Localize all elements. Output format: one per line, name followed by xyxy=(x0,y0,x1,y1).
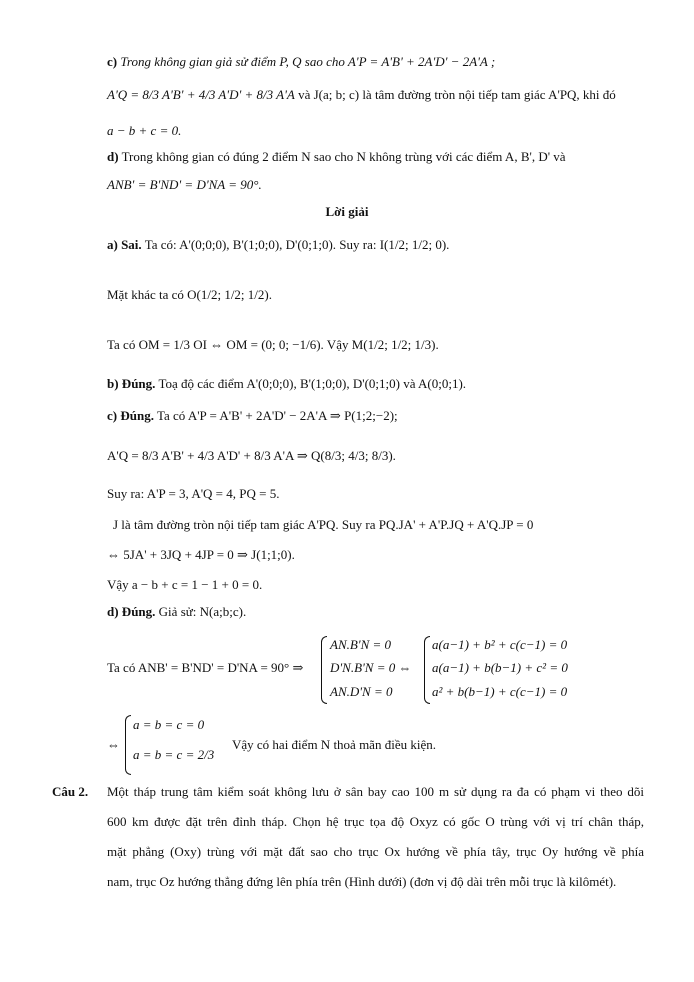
part-d-text: Trong không gian có đúng 2 điểm N sao cho N không trùng với các điểm A, B', D' và xyxy=(121,149,566,164)
sol-d-line1 xyxy=(107,605,246,620)
sol-b-label: b) Đúng. xyxy=(107,376,156,391)
question-2-body xyxy=(107,777,644,897)
system3-row: a = b = c = 2/3 xyxy=(133,747,215,762)
system1-row: D'N.B'N = 0 ⇔ xyxy=(330,660,412,675)
sol-c-line1 xyxy=(107,409,398,424)
part-c-text1: Trong không gian giả sử điểm P, Q sao cho A'P = A'B' + 2A'D' − 2A'A ; xyxy=(120,54,496,69)
sol-c-line5: ⇔ 5JA' + 3JQ + 4JP = 0 ⇒ J(1;1;0). xyxy=(107,547,295,562)
system2-brace xyxy=(424,636,430,704)
sol-d-conclusion: Vậy có hai điểm N thoả mãn điều kiện. xyxy=(232,737,436,752)
question-2-line: mặt phẳng (Oxy) trùng với mặt đất sao cho trục Ox hướng về phía tây, trục Oy hướng về phía xyxy=(107,844,644,859)
part-c-label: c) xyxy=(107,54,118,69)
sol-d-lead: Ta có ANB' = B'ND' = D'NA = 90° ⇒ xyxy=(107,660,304,675)
part-d-statement-line1 xyxy=(107,150,566,165)
sol-c-text1: Ta có A'P = A'B' + 2A'D' − 2A'A ⇒ P(1;2;−2); xyxy=(156,408,398,423)
system3-brace xyxy=(125,715,131,775)
part-c-statement-line2 xyxy=(107,88,616,103)
sol-c-label: c) Đúng. xyxy=(107,408,154,423)
sol-d-label: d) Đúng. xyxy=(107,604,156,619)
sol-a-text1: Ta có: A'(0;0;0), B'(1;0;0), D'(0;1;0). Suy ra: I(1/2; 1/2; 0). xyxy=(144,237,450,252)
sol-a-line2: Mặt khác ta có O(1/2; 1/2; 1/2). xyxy=(107,287,272,302)
sol-c-line6: Vậy a − b + c = 1 − 1 + 0 = 0. xyxy=(107,577,263,592)
system1-brace xyxy=(321,636,327,704)
system1-row: AN.B'N = 0 xyxy=(330,637,392,652)
sol-a-label: a) Sai. xyxy=(107,237,142,252)
sol-c-line4: J là tâm đường tròn nội tiếp tam giác A'PQ. Suy ra PQ.JA' + A'P.JQ + A'Q.JP = 0 xyxy=(113,517,534,532)
sol-b-text: Toạ độ các điểm A'(0;0;0), B'(1;0;0), D'(0;1;0) và A(0;0;1). xyxy=(158,376,467,391)
question-2-line: nam, trục Oz hướng thẳng đứng lên phía trên (Hình dưới) (đơn vị độ dài trên mỗi trục là kilômét). xyxy=(107,874,617,889)
system3-row: a = b = c = 0 xyxy=(133,717,205,732)
sol-a-line1 xyxy=(107,238,449,253)
part-d-label: d) xyxy=(107,149,119,164)
question-2-label: Câu 2. xyxy=(52,784,89,799)
part-c-statement-line1 xyxy=(107,55,644,70)
equiv-symbol: ⇔ xyxy=(107,737,120,752)
question-2-line: Một tháp trung tâm kiểm soát không lưu ở sân bay cao 100 m sử dụng ra đa có phạm vi theo dõi xyxy=(107,784,644,799)
system2-row: a(a−1) + b(b−1) + c² = 0 xyxy=(432,660,568,675)
part-c-eq-aq: A'Q = 8/3 A'B' + 4/3 A'D' + 8/3 A'A xyxy=(107,87,295,102)
sol-b-line xyxy=(107,377,466,392)
system1-row: AN.D'N = 0 xyxy=(330,684,393,699)
question-2-line: 600 km được đặt trên đỉnh tháp. Chọn hệ trục tọa độ Oxyz có gốc O trùng với vị trí chân tháp, xyxy=(107,814,644,829)
sol-c-line3: Suy ra: A'P = 3, A'Q = 4, PQ = 5. xyxy=(107,486,280,501)
sol-d-text1: Giả sử: N(a;b;c). xyxy=(158,604,247,619)
solution-title: Lời giải xyxy=(325,204,369,219)
part-c-result: a − b + c = 0. xyxy=(107,123,182,138)
part-c-text2: và J(a; b; c) là tâm đường tròn nội tiếp tam giác A'PQ, khi đó xyxy=(298,87,616,102)
part-d-eq: ANB' = B'ND' = D'NA = 90°. xyxy=(107,177,262,192)
system2-row: a(a−1) + b² + c(c−1) = 0 xyxy=(432,637,568,652)
system2-row: a² + b(b−1) + c(c−1) = 0 xyxy=(432,684,568,699)
sol-c-line2: A'Q = 8/3 A'B' + 4/3 A'D' + 8/3 A'A ⇒ Q(8/3; 4/3; 8/3). xyxy=(107,448,396,463)
sol-a-line3: Ta có OM = 1/3 OI ⇔ OM = (0; 0; −1/6). Vậy M(1/2; 1/2; 1/3). xyxy=(107,337,439,352)
